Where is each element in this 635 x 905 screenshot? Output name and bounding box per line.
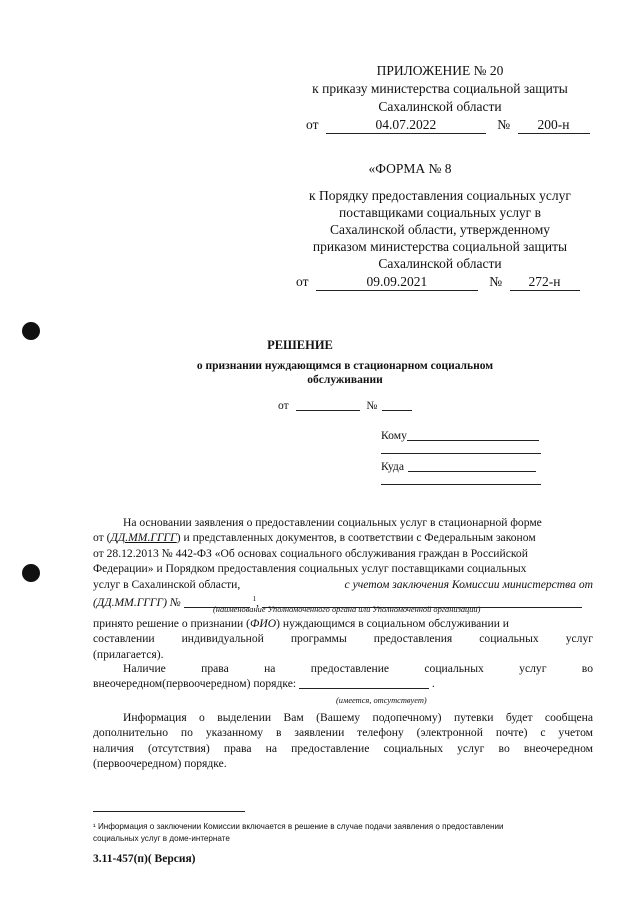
decision-number-blank bbox=[382, 398, 412, 411]
address-to-label: Кому bbox=[381, 429, 407, 442]
form-title: «ФОРМА № 8 bbox=[368, 161, 452, 176]
form-from-label: от bbox=[296, 274, 309, 289]
address-to-blank bbox=[407, 428, 539, 441]
body-p4-line4: (первоочередном) порядке. bbox=[93, 757, 227, 771]
punch-hole-bottom bbox=[22, 564, 40, 582]
body-p4-line3: наличия (отсутствия) права на предоставление социальных услуг во внеочередном bbox=[93, 741, 593, 755]
decision-date-blank bbox=[296, 398, 360, 411]
form-line2: поставщиками социальных услуг в bbox=[339, 205, 541, 220]
form-no-label: № bbox=[489, 274, 503, 289]
form-line3: Сахалинской области, утвержденному bbox=[329, 222, 551, 237]
appendix-title: ПРИЛОЖЕНИЕ № 20 bbox=[376, 63, 504, 78]
decision-title: РЕШЕНИЕ bbox=[267, 338, 333, 352]
appendix-from-label: от bbox=[306, 117, 319, 132]
body-p3-line2: внеочередном(первоочередном) порядке: . bbox=[93, 677, 435, 691]
address-where-blank bbox=[408, 459, 536, 472]
body-p1-line2: от (ДД.ММ.ГГГГ) и представленных документов, в соответствии с Федеральным законом bbox=[93, 531, 536, 545]
address-where-label: Куда bbox=[381, 460, 404, 473]
decision-no-label: № bbox=[366, 400, 378, 412]
appendix-date: 04.07.2022 bbox=[326, 116, 486, 134]
footnote-line2: социальных услуг в доме-интернате bbox=[93, 834, 230, 843]
address-to-blank-2 bbox=[381, 453, 541, 454]
body-p4-line2: дополнительно по указанному в заявлении телефону (электронной почте) с учетом bbox=[93, 726, 593, 740]
decision-subtitle-line2: обслуживании bbox=[307, 374, 383, 386]
body-p1-line4: Федерации» и Порядком предоставления социальных услуг поставщиками социальных bbox=[93, 562, 527, 576]
body-p1-line3: от 28.12.2013 № 442-ФЗ «Об основах социального обслуживания граждан в Российской bbox=[93, 546, 528, 560]
form-date-line bbox=[296, 273, 580, 291]
body-p2-line2: составлении индивидуальной программы предоставления социальных услуг bbox=[93, 632, 593, 646]
appendix-date-line bbox=[306, 116, 590, 134]
form-date: 09.09.2021 bbox=[316, 273, 478, 291]
body-p4-line1: Информация о выделении Вам (Вашему подопечному) путевки будет сообщена bbox=[123, 711, 593, 724]
appendix-line1: к приказу министерства социальной защиты bbox=[312, 81, 568, 96]
footer-code: 3.11-457(п)( Версия) bbox=[93, 853, 196, 865]
body-p4 bbox=[93, 710, 593, 772]
body-p2-line1: принято решение о признании (ФИО) нуждающимся в социальном обслуживании и bbox=[93, 617, 510, 630]
decision-date-line bbox=[278, 398, 412, 412]
address-where-blank-2 bbox=[381, 484, 541, 485]
note-right: (имеется, отсутствует) bbox=[336, 696, 427, 705]
address-where-line bbox=[381, 459, 536, 473]
punch-hole-top bbox=[22, 322, 40, 340]
form-line1: к Порядку предоставления социальных услуг bbox=[309, 188, 571, 203]
address-to-line bbox=[381, 428, 539, 442]
body-p2 bbox=[93, 616, 593, 662]
decision-from-label: от bbox=[278, 400, 289, 412]
note-organization: (наименование Уполномоченного органа или Уполномоченной организации) bbox=[213, 605, 481, 614]
decision-subtitle-line1: о признании нуждающимся в стационарном социальном bbox=[196, 360, 494, 372]
appendix-line2: Сахалинской области bbox=[378, 99, 502, 114]
footnote-divider bbox=[93, 811, 245, 812]
body-p1-line5: услуг в Сахалинской области, с учетом заключения Комиссии министерства от bbox=[93, 577, 593, 591]
footnote bbox=[93, 821, 504, 845]
footnote-line1: ¹ Информация о заключении Комиссии включается в решение в случае подачи заявления о предоставлении bbox=[93, 822, 504, 831]
appendix-no-label: № bbox=[497, 117, 511, 132]
form-line5: Сахалинской области bbox=[378, 256, 502, 271]
body-p1-line6: (ДД.ММ.ГГГГ) № $^1$, bbox=[93, 592, 593, 610]
body-p3-line1: Наличие права на предоставление социальных услуг во bbox=[123, 662, 593, 675]
body-p1-line1: На основании заявления о предоставлении социальных услуг в стационарной форме bbox=[123, 516, 542, 529]
body-p3 bbox=[93, 661, 593, 692]
form-line4: приказом министерства социальной защиты bbox=[312, 239, 568, 254]
body-p2-line3: (прилагается). bbox=[93, 647, 164, 661]
body-p1 bbox=[93, 515, 593, 610]
appendix-number: 200-н bbox=[518, 116, 590, 134]
form-number: 272-н bbox=[510, 273, 580, 291]
